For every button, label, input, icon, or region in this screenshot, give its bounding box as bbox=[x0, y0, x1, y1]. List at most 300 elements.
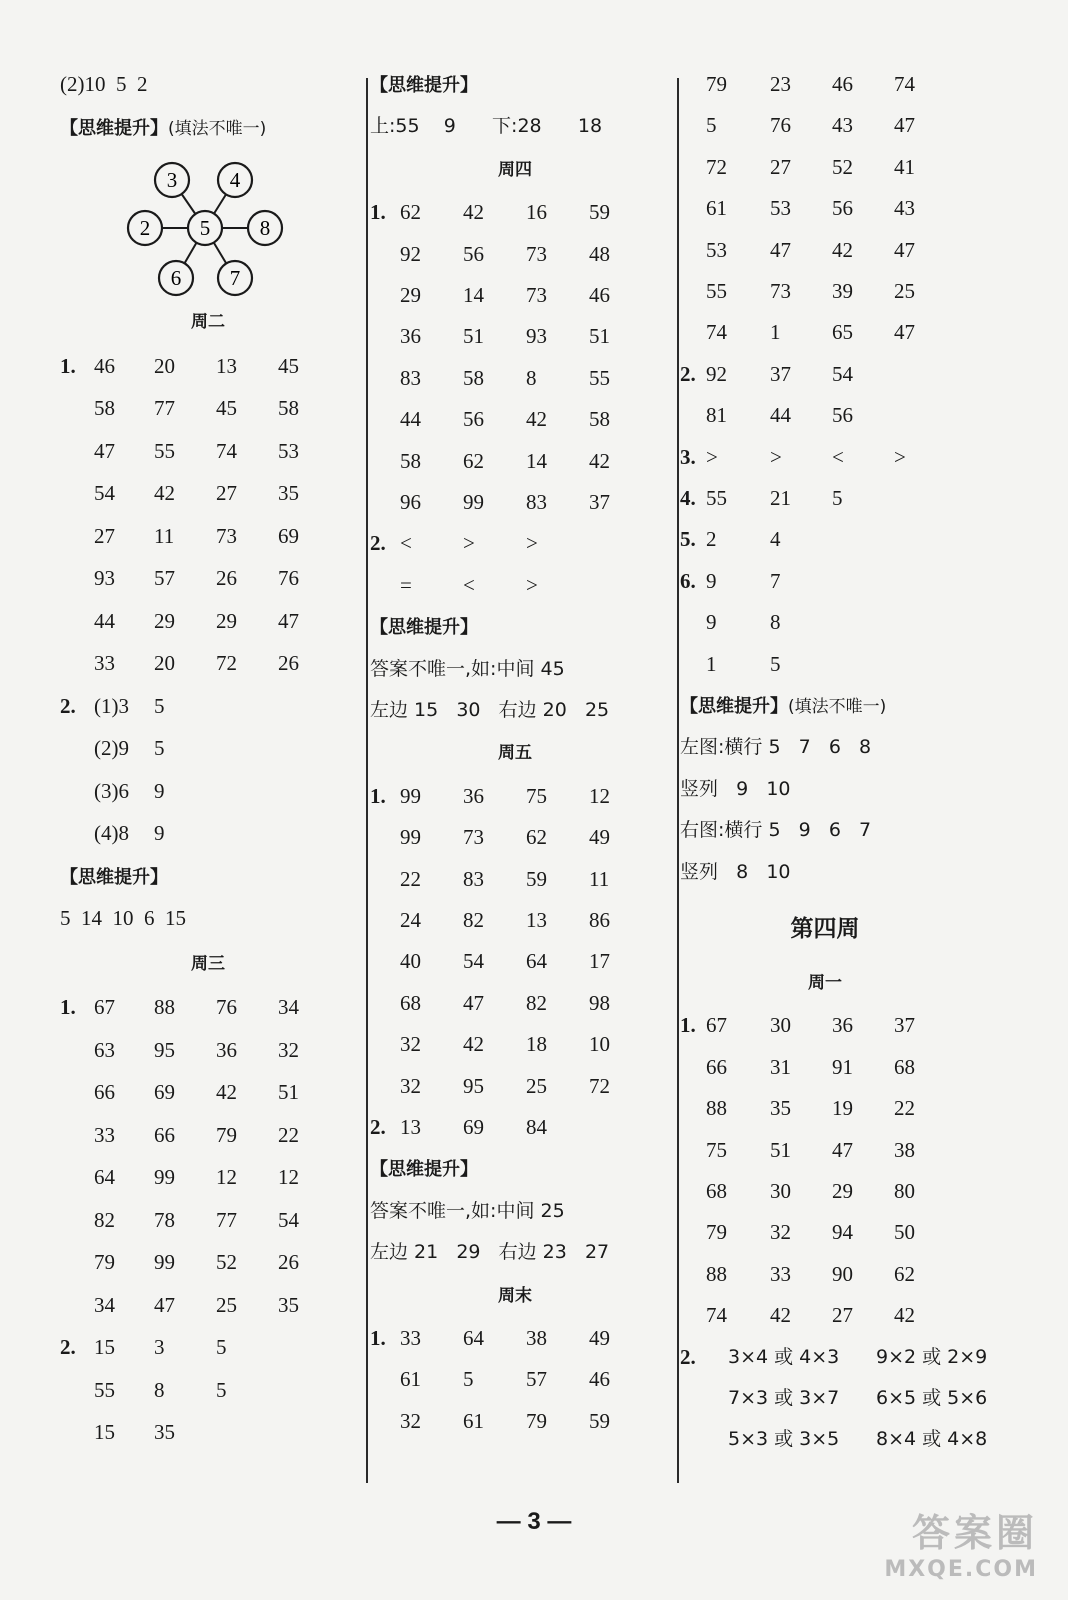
answer-cell: 25 bbox=[216, 1292, 237, 1317]
question-number: 1. bbox=[370, 1326, 386, 1350]
answer-cell: 73 bbox=[216, 523, 237, 548]
answer-cell: 33 bbox=[770, 1261, 791, 1286]
answer-line bbox=[680, 732, 871, 761]
answer-cell: 43 bbox=[832, 113, 853, 138]
diagram-node-label: 4 bbox=[229, 168, 241, 192]
answer-cell: 39 bbox=[832, 279, 853, 303]
answer-cell: 55 bbox=[94, 1377, 115, 1402]
answer-cell: 20 bbox=[154, 353, 175, 378]
question-number: 6. bbox=[680, 568, 696, 593]
answer-cell: 64 bbox=[94, 1165, 115, 1189]
answer-cell: 2 bbox=[706, 527, 717, 552]
answer-cell: 32 bbox=[400, 1073, 421, 1098]
answer-cell: 74 bbox=[894, 72, 915, 96]
diagram-node-label: 8 bbox=[259, 216, 271, 240]
answer-cell: 56 bbox=[463, 407, 484, 432]
answer-cell: 5 bbox=[216, 1377, 227, 1402]
answer-cell: 59 bbox=[589, 200, 610, 225]
answer-cell: 78 bbox=[154, 1207, 175, 1232]
answer-cell: 96 bbox=[400, 490, 421, 514]
answer-cell: 72 bbox=[216, 651, 237, 675]
answer-cell: 29 bbox=[400, 283, 421, 307]
answer-text: 左图:横行 5 7 6 8 bbox=[680, 736, 872, 759]
answer-cell: 93 bbox=[526, 324, 547, 349]
thinking-header bbox=[60, 113, 266, 143]
diagram-node bbox=[159, 261, 193, 295]
answer-cell: 47 bbox=[278, 608, 299, 633]
answer-cell: 99 bbox=[154, 1250, 175, 1274]
answer-cell: 64 bbox=[526, 949, 547, 974]
answer-cell: 7×3 或 3×7 bbox=[728, 1387, 840, 1409]
answer-cell: 3×4 或 4×3 bbox=[728, 1345, 840, 1368]
day-heading: 周五 bbox=[498, 743, 532, 764]
question-number: 2. bbox=[370, 1115, 386, 1139]
answer-cell: 10 bbox=[589, 1032, 610, 1057]
question-number: 2. bbox=[680, 1344, 696, 1369]
answer-cell: 25 bbox=[526, 1073, 547, 1098]
answer-cell: 82 bbox=[463, 908, 484, 932]
answer-cell: 68 bbox=[894, 1054, 915, 1079]
answer-cell: 58 bbox=[94, 396, 115, 420]
answer-cell: 40 bbox=[400, 949, 421, 974]
answer-cell: 58 bbox=[278, 396, 299, 420]
answer-cell: 22 bbox=[400, 866, 421, 891]
answer-cell: 11 bbox=[589, 866, 610, 891]
answer-cell: 36 bbox=[216, 1037, 237, 1062]
answer-cell: 92 bbox=[400, 241, 421, 266]
answer-cell: 46 bbox=[589, 283, 610, 307]
answer-text: 左边 21 29 右边 23 27 bbox=[370, 1241, 610, 1264]
answer-cell: 18 bbox=[526, 1032, 547, 1057]
answer-cell: 46 bbox=[832, 72, 853, 96]
page-number: — 3 — bbox=[496, 1508, 572, 1535]
thinking-header-label: 【思维提升】 bbox=[370, 1159, 478, 1181]
answer-cell: 47 bbox=[832, 1137, 853, 1162]
question-number: 4. bbox=[680, 486, 696, 510]
answer-cell: 33 bbox=[94, 651, 115, 675]
answer-cell: 41 bbox=[894, 154, 915, 179]
answer-cell: 61 bbox=[400, 1367, 421, 1392]
answer-cell: 73 bbox=[463, 825, 484, 850]
answer-cell: 45 bbox=[216, 396, 237, 420]
answer-cell: 22 bbox=[894, 1096, 915, 1121]
answer-cell: 47 bbox=[770, 237, 791, 262]
answer-cell: 58 bbox=[589, 407, 610, 432]
answer-line bbox=[370, 111, 602, 140]
diagram-node bbox=[155, 163, 189, 197]
answer-cell: 37 bbox=[589, 490, 610, 514]
answer-cell: 83 bbox=[400, 365, 421, 390]
answer-cell: 36 bbox=[832, 1013, 853, 1038]
answer-cell: 81 bbox=[706, 403, 727, 428]
answer-cell: 88 bbox=[154, 995, 175, 1019]
answer-cell: 5 bbox=[832, 486, 843, 510]
question-number: 5. bbox=[680, 527, 696, 552]
answer-cell: 47 bbox=[94, 438, 115, 463]
answer-cell: 15 bbox=[94, 1335, 115, 1359]
answer-cell: 91 bbox=[832, 1054, 853, 1079]
answer-cell: 62 bbox=[463, 448, 484, 473]
answer-cell: 42 bbox=[216, 1080, 237, 1104]
thinking-header bbox=[370, 1154, 478, 1184]
day-heading: 周三 bbox=[191, 953, 225, 974]
answer-cell: 44 bbox=[400, 407, 421, 432]
answer-cell: 82 bbox=[94, 1207, 115, 1232]
answer-cell: 63 bbox=[94, 1037, 115, 1062]
answer-cell: 12 bbox=[216, 1165, 237, 1189]
question-number: 2. bbox=[60, 1335, 76, 1359]
answer-cell: 69 bbox=[154, 1080, 175, 1104]
answer-cell: 27 bbox=[770, 154, 791, 179]
answer-cell: 38 bbox=[894, 1137, 915, 1162]
answer-cell: 79 bbox=[94, 1250, 115, 1274]
answer-cell: 56 bbox=[832, 196, 853, 221]
answer-cell: 59 bbox=[589, 1408, 610, 1433]
answer-cell: 8 bbox=[770, 610, 781, 635]
answer-cell: 86 bbox=[589, 908, 610, 932]
answer-cell: 55 bbox=[706, 486, 727, 510]
answer-cell: 74 bbox=[706, 1303, 727, 1328]
answer-cell: 95 bbox=[463, 1073, 484, 1098]
answer-cell: 36 bbox=[463, 783, 484, 808]
answer-cell: 44 bbox=[94, 608, 115, 633]
answer-cell: 17 bbox=[589, 949, 610, 974]
answer-cell: 54 bbox=[463, 949, 484, 974]
answer-cell: 27 bbox=[832, 1303, 853, 1328]
diagram-node-label: 3 bbox=[166, 168, 178, 192]
answer-cell: 51 bbox=[463, 324, 484, 349]
answer-cell: 73 bbox=[526, 283, 547, 307]
answer-line bbox=[370, 654, 565, 683]
answer-cell: 47 bbox=[894, 320, 915, 345]
answer-cell: 74 bbox=[216, 438, 237, 463]
answer-cell: 84 bbox=[526, 1115, 547, 1139]
diagram-node bbox=[128, 211, 162, 245]
answer-cell: 72 bbox=[589, 1073, 610, 1098]
answer-cell: 16 bbox=[526, 200, 547, 225]
answer-cell: 9 bbox=[154, 821, 165, 845]
answer-cell: 52 bbox=[216, 1250, 237, 1274]
answer-cell: 58 bbox=[400, 448, 421, 473]
answer-cell: 8 bbox=[154, 1377, 165, 1402]
answer-text: 上:55 9 下:28 18 bbox=[370, 115, 603, 138]
answer-cell: 76 bbox=[770, 113, 791, 138]
answer-cell: 57 bbox=[526, 1367, 547, 1392]
answer-text: 竖列 8 10 bbox=[680, 860, 791, 883]
diagram-node-label: 7 bbox=[229, 266, 241, 290]
diagram-node bbox=[248, 211, 282, 245]
watermark-logo bbox=[884, 1502, 1038, 1582]
answer-cell: 77 bbox=[216, 1207, 237, 1232]
answer-cell: > bbox=[770, 444, 782, 469]
answer-cell: 99 bbox=[154, 1165, 175, 1189]
answer-cell: 58 bbox=[463, 365, 484, 390]
diagram-node bbox=[218, 261, 252, 295]
thinking-header bbox=[370, 70, 478, 100]
thinking-header bbox=[370, 612, 478, 642]
answer-cell: 37 bbox=[770, 361, 791, 386]
answer-cell: 19 bbox=[832, 1096, 853, 1121]
answer-cell: 62 bbox=[400, 200, 421, 225]
answer-cell: 14 bbox=[463, 283, 484, 307]
answer-cell: 66 bbox=[154, 1122, 175, 1147]
answer-cell: 8 bbox=[526, 365, 537, 390]
answer-cell: 47 bbox=[154, 1292, 175, 1317]
watermark-line1: 答案圈 bbox=[911, 1511, 1038, 1555]
answer-cell: 9 bbox=[706, 568, 717, 593]
answer-cell: 11 bbox=[154, 523, 175, 548]
answer-text: 右图:横行 5 9 6 7 bbox=[680, 819, 872, 842]
answer-line bbox=[680, 815, 871, 844]
answer-cell: > bbox=[463, 531, 475, 556]
answer-cell: 67 bbox=[706, 1013, 727, 1038]
answer-cell: 1 bbox=[770, 320, 781, 345]
answer-line bbox=[370, 1196, 565, 1225]
diagram-node-label: 5 bbox=[199, 216, 211, 240]
answer-cell: 55 bbox=[706, 279, 727, 303]
answer-cell: 83 bbox=[526, 490, 547, 514]
question-number: 1. bbox=[370, 783, 386, 808]
answer-cell: 77 bbox=[154, 396, 175, 420]
thinking-header-label: 【思维提升】 bbox=[370, 617, 478, 639]
answer-cell: 29 bbox=[832, 1179, 853, 1203]
answer-cell: 29 bbox=[216, 608, 237, 633]
answer-cell: 32 bbox=[400, 1032, 421, 1057]
answer-cell: 65 bbox=[832, 320, 853, 345]
answer-cell: 9 bbox=[154, 778, 165, 803]
thinking-header-label: 【思维提升】 bbox=[60, 866, 168, 888]
answer-cell: 68 bbox=[706, 1179, 727, 1203]
question-number: 1. bbox=[370, 200, 386, 225]
answer-cell: 98 bbox=[589, 990, 610, 1015]
diagram-node bbox=[218, 163, 252, 197]
answer-cell: (3)6 bbox=[94, 778, 129, 803]
answer-cell: 1 bbox=[706, 651, 717, 676]
answer-cell: 62 bbox=[526, 825, 547, 850]
answer-cell: 47 bbox=[894, 237, 915, 262]
answer-cell: 29 bbox=[154, 608, 175, 633]
answer-cell: 35 bbox=[278, 1292, 299, 1317]
answer-cell: 68 bbox=[400, 990, 421, 1015]
answer-cell: 95 bbox=[154, 1037, 175, 1062]
answer-cell: 27 bbox=[216, 481, 237, 505]
answer-cell: 51 bbox=[589, 324, 610, 349]
answer-cell: 5 bbox=[216, 1335, 227, 1359]
answer-cell: < bbox=[832, 444, 844, 469]
answer-line bbox=[60, 70, 148, 98]
answer-cell: > bbox=[706, 444, 718, 469]
answer-cell: 5 bbox=[154, 736, 165, 760]
answer-cell: 42 bbox=[154, 481, 175, 505]
answer-cell: 73 bbox=[770, 279, 791, 303]
answer-text: 答案不唯一,如:中间 25 bbox=[370, 1199, 565, 1222]
day-heading: 周二 bbox=[191, 312, 225, 332]
day-heading: 周一 bbox=[808, 973, 842, 993]
answer-line bbox=[370, 695, 609, 724]
answer-cell: 55 bbox=[589, 365, 610, 390]
answer-cell: 61 bbox=[463, 1408, 484, 1433]
answer-cell: 73 bbox=[526, 241, 547, 266]
answer-cell: 5×3 或 3×5 bbox=[728, 1428, 840, 1451]
answer-cell: 32 bbox=[278, 1037, 299, 1062]
answer-cell: 92 bbox=[706, 361, 727, 386]
section-title: 第四周 bbox=[790, 915, 860, 942]
answer-cell: 5 bbox=[154, 693, 165, 718]
answer-cell: 6×5 或 5×6 bbox=[876, 1387, 988, 1409]
answer-cell: 37 bbox=[894, 1013, 915, 1038]
answer-cell: = bbox=[400, 572, 412, 597]
answer-cell: 25 bbox=[894, 279, 915, 303]
answer-text: (2)10 5 2 bbox=[60, 72, 148, 96]
answer-text: 竖列 9 10 bbox=[680, 777, 791, 800]
answer-cell: 42 bbox=[770, 1303, 791, 1328]
answer-cell: 44 bbox=[770, 403, 791, 428]
answer-cell: 23 bbox=[770, 72, 791, 96]
thinking-header-label: 【思维提升】 bbox=[370, 75, 478, 96]
answer-cell: 56 bbox=[463, 241, 484, 266]
answer-cell: 35 bbox=[154, 1420, 175, 1444]
question-number: 2. bbox=[60, 693, 76, 718]
answer-cell: 79 bbox=[706, 1220, 727, 1245]
thinking-header bbox=[60, 862, 168, 892]
answer-cell: 99 bbox=[400, 783, 421, 808]
answer-cell: 43 bbox=[894, 196, 915, 221]
answer-cell: 99 bbox=[463, 490, 484, 514]
answer-cell: 76 bbox=[216, 995, 237, 1019]
answer-cell: 5 bbox=[706, 113, 717, 138]
answer-cell: 79 bbox=[216, 1122, 237, 1147]
answer-cell: 74 bbox=[706, 320, 727, 345]
diagram-node bbox=[188, 211, 222, 245]
answer-cell: 76 bbox=[278, 566, 299, 590]
diagram-node-label: 6 bbox=[170, 266, 182, 290]
star-diagram bbox=[120, 155, 290, 305]
thinking-header-note: (填法不唯一) bbox=[788, 697, 887, 717]
answer-cell: 54 bbox=[94, 481, 115, 505]
answer-cell: 42 bbox=[463, 1032, 484, 1057]
answer-cell: 75 bbox=[706, 1137, 727, 1162]
answer-cell: 26 bbox=[278, 1250, 299, 1274]
question-number: 3. bbox=[680, 444, 696, 469]
column-divider bbox=[677, 78, 679, 1483]
answer-text: 左边 15 30 右边 20 25 bbox=[370, 699, 610, 721]
answer-cell: 36 bbox=[400, 324, 421, 349]
answer-cell: 31 bbox=[770, 1054, 791, 1079]
answer-cell: 56 bbox=[832, 403, 853, 428]
answer-cell: 4 bbox=[770, 527, 781, 552]
answer-cell: 14 bbox=[526, 448, 547, 473]
answer-cell: 46 bbox=[589, 1367, 610, 1392]
answer-cell: 34 bbox=[94, 1292, 115, 1317]
answer-cell: 83 bbox=[463, 866, 484, 891]
thinking-header-label: 【思维提升】 bbox=[60, 117, 168, 139]
answer-cell: 51 bbox=[770, 1137, 791, 1162]
question-number: 2. bbox=[680, 361, 696, 386]
answer-cell: 21 bbox=[770, 486, 791, 510]
answer-cell: 47 bbox=[894, 113, 915, 138]
answer-cell: 45 bbox=[278, 353, 299, 378]
column-divider bbox=[366, 78, 368, 1483]
answer-cell: 5 bbox=[770, 651, 781, 676]
answer-cell: 42 bbox=[463, 200, 484, 225]
answer-cell: 34 bbox=[278, 995, 299, 1019]
answer-cell: 20 bbox=[154, 651, 175, 675]
answer-cell: 9 bbox=[706, 610, 717, 635]
answer-cell: 32 bbox=[770, 1220, 791, 1245]
question-number: 2. bbox=[370, 531, 386, 556]
answer-cell: < bbox=[463, 572, 475, 597]
answer-line bbox=[60, 904, 186, 932]
answer-cell: 13 bbox=[526, 908, 547, 932]
question-number: 1. bbox=[680, 1013, 696, 1038]
answer-cell: 13 bbox=[216, 353, 237, 378]
answer-cell: 48 bbox=[589, 241, 610, 266]
watermark-line2: MXQE.COM bbox=[884, 1557, 1038, 1582]
answer-cell: 66 bbox=[706, 1054, 727, 1079]
answer-cell: 42 bbox=[526, 407, 547, 432]
thinking-header-label: 【思维提升】 bbox=[680, 696, 788, 717]
answer-cell: 59 bbox=[526, 866, 547, 891]
answer-cell: 32 bbox=[400, 1408, 421, 1433]
thinking-header-note: (填法不唯一) bbox=[168, 118, 267, 139]
answer-cell: 24 bbox=[400, 908, 421, 932]
answer-cell: 49 bbox=[589, 1326, 610, 1350]
answer-cell: 69 bbox=[278, 523, 299, 548]
answer-cell: 79 bbox=[706, 72, 727, 96]
answer-cell: 49 bbox=[589, 825, 610, 850]
day-heading: 周四 bbox=[498, 159, 532, 180]
answer-cell: 22 bbox=[278, 1122, 299, 1147]
answer-cell: 38 bbox=[526, 1326, 547, 1350]
answer-cell: 82 bbox=[526, 990, 547, 1015]
answer-cell: 42 bbox=[894, 1303, 915, 1328]
answer-cell: 47 bbox=[463, 990, 484, 1015]
answer-line bbox=[680, 857, 791, 886]
answer-cell: 61 bbox=[706, 196, 727, 221]
answer-cell: 51 bbox=[278, 1080, 299, 1104]
thinking-header bbox=[680, 691, 886, 721]
answer-cell: 72 bbox=[706, 154, 727, 179]
answer-cell: 33 bbox=[94, 1122, 115, 1147]
answer-cell: 15 bbox=[94, 1420, 115, 1444]
answer-cell: (2)9 bbox=[94, 736, 129, 760]
answer-cell: 33 bbox=[400, 1326, 421, 1350]
answer-cell: (4)8 bbox=[94, 821, 129, 845]
answer-cell: 66 bbox=[94, 1080, 115, 1104]
answer-cell: > bbox=[526, 572, 538, 597]
answer-cell: 42 bbox=[832, 237, 853, 262]
answer-cell: 42 bbox=[589, 448, 610, 473]
day-heading: 周末 bbox=[498, 1285, 532, 1306]
answer-cell: 12 bbox=[278, 1165, 299, 1189]
answer-cell: 52 bbox=[832, 154, 853, 179]
answer-cell: 27 bbox=[94, 523, 115, 548]
answer-cell: 30 bbox=[770, 1179, 791, 1203]
answer-cell: 9×2 或 2×9 bbox=[876, 1345, 988, 1368]
answer-cell: 88 bbox=[706, 1096, 727, 1121]
answer-cell: 35 bbox=[278, 481, 299, 505]
answer-cell: 35 bbox=[770, 1096, 791, 1121]
diagram-node-label: 2 bbox=[139, 216, 151, 240]
answer-cell: 88 bbox=[706, 1261, 727, 1286]
answer-cell: 3 bbox=[154, 1335, 165, 1359]
answer-cell: 7 bbox=[770, 568, 781, 593]
answer-cell: 46 bbox=[94, 353, 115, 378]
answer-cell: 99 bbox=[400, 825, 421, 850]
answer-cell: 79 bbox=[526, 1408, 547, 1433]
answer-cell: 64 bbox=[463, 1326, 484, 1350]
answer-cell: 13 bbox=[400, 1115, 421, 1139]
